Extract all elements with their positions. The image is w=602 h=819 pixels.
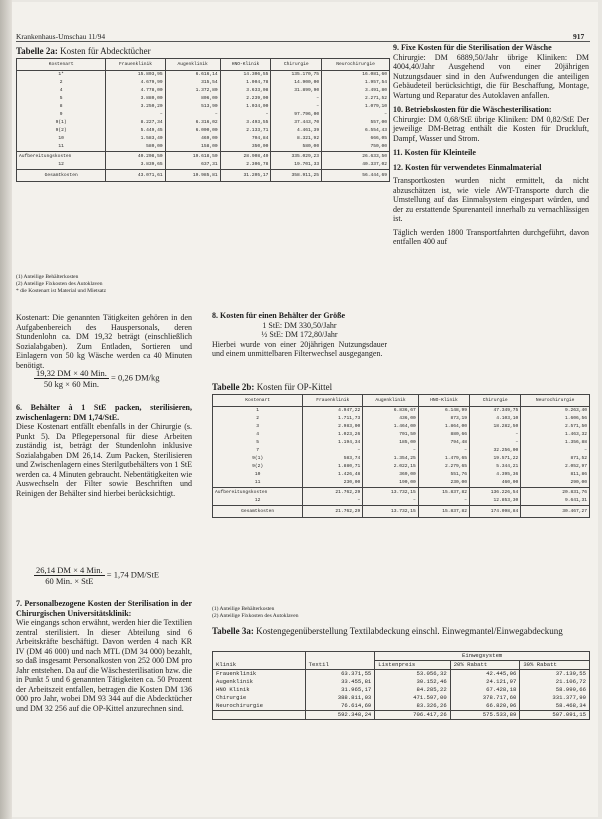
table-cell: 56.444,69 <box>322 170 390 182</box>
table-cell: 2.983,00 <box>303 423 363 431</box>
table-row <box>213 678 590 686</box>
table-cell: 1 <box>256 408 260 413</box>
paragraph-kostenart-5: Kostenart: Die genannten Tätigkeiten gehören in den Aufgabenbereich des Hauspersonals, deren Stundenlohn ca. DM 19,32 beträgt (einschließlich Sozialabgaben). Zum Entladen, Sortieren und Einlagern von 50 kg Wäsche werden ca 40 Minuten benötigt. <box>16 313 192 370</box>
table-cell: 21.762,29 <box>303 488 363 498</box>
table-cell: 31.205,17 <box>220 170 271 182</box>
table-cell: 513,90 <box>165 103 220 111</box>
table-cell: 1.004,78 <box>220 79 271 87</box>
table-row <box>213 439 590 447</box>
formula-dm-per-kg <box>34 368 160 389</box>
table-cell: 4.947,22 <box>303 407 363 416</box>
table-2b-footnotes <box>212 606 298 620</box>
table-cell: 873,19 <box>418 415 469 423</box>
footnote: (1) Anteilige Behälterkosten <box>212 606 275 612</box>
table-cell: 5 <box>59 96 63 101</box>
footnote: (1) Anteilige Behälterkosten <box>16 274 79 280</box>
table-cell: – <box>106 111 165 119</box>
table-cell: 66.820,96 <box>450 702 520 711</box>
table-cell: 2.133,71 <box>220 127 271 135</box>
table-row <box>17 135 390 143</box>
table-cell: 1.356,88 <box>521 439 590 447</box>
table-row <box>213 463 590 471</box>
header-rule <box>16 41 590 42</box>
table-cell: 2.239,00 <box>220 95 271 103</box>
table-cell: 158,00 <box>165 143 220 152</box>
table-cell: 583,74 <box>303 455 363 463</box>
table-cell: 33.455,81 <box>305 678 375 686</box>
table-cell: 1.372,80 <box>165 87 220 95</box>
table-cell: 6.000,00 <box>165 127 220 135</box>
table-cell: 43.071,61 <box>106 170 165 182</box>
table-cell: 15.837,82 <box>418 506 469 518</box>
section-6 <box>16 398 192 498</box>
table-cell: 4.103,10 <box>470 415 521 423</box>
table-cell: 3.491,80 <box>322 87 390 95</box>
heading-section-8: 8. Kosten für einen Behälter der Größe <box>212 311 346 320</box>
table-row <box>213 694 590 702</box>
table-row <box>213 431 590 439</box>
section-7 <box>16 594 192 713</box>
table-2b-caption-text: Kosten für OP-Kittel <box>256 382 333 392</box>
table-cell: 4.395,36 <box>470 471 521 479</box>
table-cell: 9 <box>59 112 63 117</box>
table-cell: 6.554,43 <box>322 127 390 135</box>
line-8-1ste: 1 StE: DM 330,50/Jahr <box>262 320 337 330</box>
table-cell: 335.029,23 <box>271 152 322 162</box>
table-row <box>213 415 590 423</box>
table-row <box>17 95 390 103</box>
table-header-cell: Kostenart <box>213 395 303 407</box>
table-row <box>213 455 590 463</box>
table-cell: 315,54 <box>165 79 220 87</box>
table-cell: – <box>363 497 419 506</box>
table-header-cell: HNO-Klinik <box>418 395 469 407</box>
section-8 <box>212 306 387 359</box>
table-header-row <box>213 395 590 407</box>
table-cell: 230,00 <box>418 479 469 488</box>
heading-section-12: 12. Kosten für verwendetes Einmalmaterial <box>393 162 542 172</box>
left-column-text <box>16 313 192 370</box>
table-cell: 2.571,50 <box>521 423 590 431</box>
table-row <box>17 161 390 170</box>
heading-section-9: 9. Fixe Kosten für die Sterilisation der Wäsche <box>393 43 552 52</box>
table-cell: 21.106,72 <box>520 678 590 686</box>
table-cell: 2.279,65 <box>418 463 469 471</box>
table-cell: – <box>303 447 363 455</box>
table-header-cell: Chirurgie <box>271 59 322 71</box>
table-cell: 14.306,55 <box>220 71 271 80</box>
table-cell: – <box>271 103 322 111</box>
paragraph-section-6: Diese Kostenart entfällt ebenfalls in der Chirurgie (s. Punkt 5). Da Pflegepersonal für diese Arbeiten zuständig ist, beträgt der Stundenlohn inklusive Sozialabgaben DM 26,14. Zum Packen, Sterilisieren und Zwischenlagern eines Sterilgutbehälters von 1 StE werden ca. 4 Minuten gebraucht. Nebentätigkeiten wie Auswechseln der Filter sowie Beschriften und Reinigen der Behälter sind hierbei berücksichtigt. <box>16 422 192 498</box>
table-cell: 290,00 <box>521 479 590 488</box>
table-3 <box>212 651 590 720</box>
right-column-text <box>393 43 589 247</box>
total-label: Gesamtkosten <box>213 506 303 518</box>
table-row <box>17 79 390 87</box>
table-cell: 3 <box>256 424 260 429</box>
table-cell: 507.091,15 <box>520 711 590 720</box>
formula-result: = 1,74 DM/StE <box>106 569 160 580</box>
table-cell: 40.208,50 <box>106 152 165 162</box>
table-row <box>17 71 390 80</box>
table-cell: Chirurgie <box>216 694 247 701</box>
table-cell: 9(1) <box>252 456 264 461</box>
table-cell: – <box>303 497 363 506</box>
total-row <box>213 711 590 720</box>
table-header-cell: Listenpreis <box>375 661 450 670</box>
table-cell: 4 <box>256 432 260 437</box>
table-cell: 97.796,00 <box>271 111 322 119</box>
table-cell: 369,00 <box>363 471 419 479</box>
table-cell: 4 <box>59 88 63 93</box>
table-cell: 21.762,29 <box>303 506 363 518</box>
table-cell: 551,76 <box>418 471 469 479</box>
table-header-row <box>17 59 390 71</box>
table-header-row <box>213 661 590 670</box>
table-cell: 15.837,82 <box>418 488 469 498</box>
table-cell: 8.321,92 <box>271 135 322 143</box>
line-8-halfste: ½ StE: DM 172,80/Jahr <box>261 330 338 339</box>
table-cell: – <box>363 447 419 455</box>
table-cell: 190,00 <box>363 479 419 488</box>
table-cell: 580,00 <box>106 143 165 152</box>
heading-section-11: 11. Kosten für Kleinteile <box>393 148 476 157</box>
table-header-cell: Augenklinik <box>363 395 419 407</box>
page-number: 917 <box>573 32 585 41</box>
table-cell <box>213 711 306 720</box>
table-cell: 10 <box>58 136 64 141</box>
table-cell: 3.839,65 <box>106 161 165 170</box>
table-cell: – <box>470 439 521 447</box>
table-row <box>213 497 590 506</box>
table-row <box>213 407 590 416</box>
table-cell: 31.899,90 <box>271 87 322 95</box>
table-cell: 16.081,60 <box>322 71 390 80</box>
table-cell: 2 <box>256 416 260 421</box>
footnote: (2) Anteilige Fixkosten des Autoklaven <box>16 281 103 287</box>
table-cell: 1.711,73 <box>303 415 363 423</box>
table-cell: 185,00 <box>363 439 419 447</box>
table-header-cell: Neurochirurgie <box>322 59 390 71</box>
table-cell: – <box>470 431 521 439</box>
table-cell: 13.732,15 <box>363 506 419 518</box>
table-cell: 706.417,26 <box>375 711 450 720</box>
table-cell: 2.271,52 <box>322 95 390 103</box>
table-cell: 637,31 <box>165 161 220 170</box>
table-header-cell: Textil <box>305 661 375 670</box>
table-3-caption <box>212 626 590 636</box>
table-row <box>17 103 390 111</box>
table-cell: 8 <box>59 104 63 109</box>
table-header-cell: Klinik <box>213 661 306 670</box>
table-2a-caption <box>16 46 151 56</box>
table-cell: 58.468,34 <box>520 702 590 711</box>
footnote: * die Kostenart ist Material und Mietsatz <box>16 288 107 294</box>
table-cell: 2 <box>59 80 63 85</box>
table-cell: – <box>521 447 590 455</box>
table-cell: 1.606,56 <box>521 415 590 423</box>
table-cell: – <box>220 111 271 119</box>
table-header-cell <box>305 652 375 661</box>
table-cell: 4.461,39 <box>271 127 322 135</box>
table-cell: 31.965,17 <box>305 686 375 694</box>
table-cell: 806,00 <box>165 95 220 103</box>
table-cell: 84.285,22 <box>375 686 450 694</box>
table-cell: HNO Klinik <box>216 686 250 693</box>
table-cell: 12.853,30 <box>470 497 521 506</box>
table-cell: 9(2) <box>55 128 67 133</box>
table-cell: 1.034,00 <box>220 103 271 111</box>
table-row <box>213 670 590 679</box>
table-row <box>213 686 590 694</box>
table-cell: 436,00 <box>363 415 419 423</box>
table-cell: 15.803,95 <box>106 71 165 80</box>
table-cell: – <box>322 111 390 119</box>
formula-denominator: 60 Min. × StE <box>45 576 94 586</box>
table-cell: 11 <box>254 480 261 485</box>
table-cell: 174.098,84 <box>470 506 521 518</box>
table-cell: 135.170,75 <box>271 71 322 80</box>
table-cell: 3.880,00 <box>106 95 165 103</box>
table-cell: 1.426,48 <box>303 471 363 479</box>
table-cell: 701,50 <box>363 431 419 439</box>
table-cell: 1.583,40 <box>106 135 165 143</box>
table-cell: 1.957,54 <box>322 79 390 87</box>
table-cell: 1.354,25 <box>363 455 419 463</box>
table-cell: 331.377,90 <box>520 694 590 702</box>
group-header-einweg: Einwegsystem <box>375 652 590 661</box>
table-cell: 42.445,06 <box>450 670 520 679</box>
table-cell: 4.679,99 <box>106 79 165 87</box>
table-cell: 24.121,97 <box>450 678 520 686</box>
table-cell: 5.344,21 <box>470 463 521 471</box>
table-cell: 136.226,54 <box>470 488 521 498</box>
table-2a <box>16 58 390 182</box>
table-cell: 378.717,60 <box>450 694 520 702</box>
table-cell: 30.467,27 <box>521 506 590 518</box>
table-cell: 2.052,97 <box>521 463 590 471</box>
table-cell: 358.911,25 <box>271 170 322 182</box>
table-cell: – <box>271 95 322 103</box>
table-cell: 1.023,26 <box>303 431 363 439</box>
table-cell: 37.139,55 <box>520 670 590 679</box>
table-cell: 58.999,66 <box>520 686 590 694</box>
table-cell: – <box>418 497 469 506</box>
formula-denominator: 50 kg × 60 Min. <box>43 379 99 389</box>
table-group-header-row <box>213 652 590 661</box>
table-cell: 575.533,89 <box>450 711 520 720</box>
table-cell: 469,00 <box>165 135 220 143</box>
table-cell: 1.079,10 <box>322 103 390 111</box>
heading-section-6: 6. Behälter à 1 StE packen, sterilisieren, zwischenlagern: DM 1,74/StE. <box>16 403 192 422</box>
table-cell: 63.371,55 <box>305 670 375 679</box>
table-cell: 1.463,32 <box>521 431 590 439</box>
table-cell: 811,86 <box>521 471 590 479</box>
table-cell: 14.900,00 <box>271 79 322 87</box>
table-cell: 20.831,76 <box>521 488 590 498</box>
table-row <box>17 127 390 135</box>
table-cell: 460,00 <box>470 479 521 488</box>
total-row <box>17 170 390 182</box>
table-cell: 2.022,15 <box>363 463 419 471</box>
table-cell: 592.348,24 <box>305 711 375 720</box>
table-cell: 26.633,50 <box>322 152 390 162</box>
table-cell: 3.633,08 <box>220 87 271 95</box>
table-2a-caption-label: Tabelle 2a: <box>16 46 58 56</box>
table-header-cell: Frauenklinik <box>303 395 363 407</box>
table-cell: 666,05 <box>322 135 390 143</box>
table-2b-caption-label: Tabelle 2b: <box>212 382 255 392</box>
table-2a-footnotes <box>16 274 106 295</box>
paragraph-section-8: Hierbei wurde von einer 20jährigen Nutzungsdauer und einem unmittelbaren Filterwechsel ausgegangen. <box>212 339 387 358</box>
table-cell: 9(1) <box>55 120 67 125</box>
formula-fraction <box>34 368 109 389</box>
table-cell: Neurochirurgie <box>216 702 263 709</box>
table-cell: 10 <box>254 472 261 477</box>
table-row <box>213 471 590 479</box>
table-cell: – <box>418 447 469 455</box>
total-label: Gesamtkosten <box>17 170 106 182</box>
formula-dm-per-ste <box>34 565 159 586</box>
table-header-cell: Neurochirurgie <box>521 395 590 407</box>
table-cell: Frauenklinik <box>216 670 257 677</box>
table-row <box>213 479 590 488</box>
table-header-cell: Augenklinik <box>165 59 220 71</box>
table-cell: 19.701,33 <box>271 161 322 170</box>
table-row <box>213 423 590 431</box>
running-header-journal: Krankenhaus-Umschau 11/94 <box>16 32 106 41</box>
table-header-cell: Kostenart <box>17 59 106 71</box>
table-cell: 9.263,40 <box>521 407 590 416</box>
table-cell: 12 <box>58 162 64 167</box>
table-header-cell: 20% Rabatt <box>450 661 520 670</box>
formula-fraction <box>34 565 105 586</box>
table-cell: 1.479,65 <box>418 455 469 463</box>
table-row <box>17 119 390 127</box>
table-cell: 12 <box>254 498 261 503</box>
table-cell: 4.778,00 <box>106 87 165 95</box>
formula-numerator: 19,32 DM × 40 Min. <box>36 368 107 378</box>
paragraph-section-12b: Täglich werden 1800 Transportfahrten durchgeführt, davon entfallen 400 auf <box>393 227 589 246</box>
table-cell: 19.571,22 <box>470 455 521 463</box>
table-cell: 53.056,32 <box>375 670 450 679</box>
table-cell: 388.811,03 <box>305 694 375 702</box>
table-cell: 750,00 <box>322 143 390 152</box>
table-2a-caption-text: Kosten für Abdecktücher <box>60 46 151 56</box>
table-3-caption-label: Tabelle 3a: <box>212 626 254 636</box>
table-cell: Augenklinik <box>216 678 253 685</box>
sum-row <box>213 488 590 498</box>
table-header-cell: HNO-Klinik <box>220 59 271 71</box>
table-cell: 704,84 <box>220 135 271 143</box>
table-cell: 1.880,71 <box>303 463 363 471</box>
table-header-cell <box>213 652 306 661</box>
table-cell: 30.152,46 <box>375 678 450 686</box>
paragraph-section-7: Wie eingangs schon erwähnt, werden hier die Textilien zentral sterilisiert. In dieser Abteilung sind 6 Arbeitskräfte beschäftigt. Davon werden 4 nach KR IV (DM 46 000) und nach MTL (DM 34 000) bezahlt, so daß insgesamt Personalkosten von 252 000 DM pro Jahr entstehen. Da auf die Wäschesterilisation bzw. die in Punkt 5 und 6 genannten Tätigkeiten ca. 50 Prozent der Arbeitszeit entfallen, betragen die Kosten DM 136 000 pro Jahr, wobei DM 93 344 auf die Abdecktücher und DM 32 256 auf die OP-Kittel anzurechnen sind. <box>16 618 192 713</box>
table-cell: 1.864,00 <box>418 423 469 431</box>
table-2b-caption <box>212 382 332 392</box>
page-gutter <box>0 0 12 819</box>
table-cell: 557,00 <box>322 119 390 127</box>
footnote: (2) Anteilige Fixkosten des Autoklaven <box>212 613 299 619</box>
table-cell: 83.326,26 <box>375 702 450 711</box>
table-cell: 8.227,34 <box>106 119 165 127</box>
formula-numerator: 26,14 DM × 4 Min. <box>36 565 103 575</box>
table-cell: 471.597,00 <box>375 694 450 702</box>
table-2b <box>212 394 590 518</box>
table-3-caption-text: Kostengegenüberstellung Textilabdeckung einschl. Einwegmantel/Einwegabdeckung <box>256 626 563 636</box>
table-cell: 580,00 <box>271 143 322 152</box>
paragraph-section-12: Transportkosten wurden nicht ermittelt, da nicht abzuschätzen ist, wie viele AWT-Transporte durch die Umstellung auf das Einmalsystem eingespart würden, und der zu erstattende Spurenanteil innerhalb zu vernachlässigen ist. <box>393 176 589 223</box>
table-cell: 32.256,00 <box>470 447 521 455</box>
table-row <box>17 111 390 119</box>
table-cell: 5 <box>256 440 260 445</box>
table-row <box>17 87 390 95</box>
table-cell: 28.908,40 <box>220 152 271 162</box>
table-cell: 76.614,69 <box>305 702 375 711</box>
table-header-cell: Frauenklinik <box>106 59 165 71</box>
table-cell: 40.337,02 <box>322 161 390 170</box>
table-cell: 350,00 <box>220 143 271 152</box>
table-cell: 9.641,31 <box>521 497 590 506</box>
table-cell: 19.618,50 <box>165 152 220 162</box>
sum-label: Aufbereitungskosten <box>17 152 106 162</box>
table-cell: 2.306,78 <box>220 161 271 170</box>
table-cell: 7 <box>256 448 260 453</box>
table-cell: 9(2) <box>252 464 264 469</box>
formula-result: = 0,26 DM/kg <box>111 372 160 383</box>
table-header-cell: 30% Rabatt <box>520 661 590 670</box>
table-cell: 1.464,00 <box>363 423 419 431</box>
table-row <box>213 702 590 711</box>
heading-section-10: 10. Betriebskosten für die Wäschesterilisation: <box>393 105 552 114</box>
table-cell: 18.282,50 <box>470 423 521 431</box>
table-cell: 1.194,34 <box>303 439 363 447</box>
sum-row <box>17 152 390 162</box>
table-cell: 67.428,18 <box>450 686 520 694</box>
table-cell: 871,52 <box>521 455 590 463</box>
table-cell: 880,66 <box>418 431 469 439</box>
sum-label: Aufbereitungskosten <box>213 488 303 498</box>
table-cell: 3.250,20 <box>106 103 165 111</box>
table-cell: 1* <box>58 72 64 77</box>
table-cell: 11 <box>58 144 64 149</box>
table-cell: 794,48 <box>418 439 469 447</box>
table-cell: – <box>165 111 220 119</box>
paragraph-section-10: Chirurgie: DM 0,68/StE übrige Kliniken: DM 0,82/StE Der jeweilige DM-Betrag enthält die Kosten für Druckluft, Dampf, Wasser und Strom. <box>393 114 589 143</box>
total-row <box>213 506 590 518</box>
table-cell: 13.732,15 <box>363 488 419 498</box>
table-row <box>213 447 590 455</box>
table-cell: 3.493,55 <box>220 119 271 127</box>
table-cell: 6.316,02 <box>165 119 220 127</box>
table-cell: 47.349,75 <box>470 407 521 416</box>
table-cell: 19.985,81 <box>165 170 220 182</box>
paragraph-section-9: Chirurgie: DM 6889,50/Jahr übrige Kliniken: DM 4004,40/Jahr Ausgehend von einer 20jährigen Nutzungsdauer sind in den Aufwendungen die anteiligen Gebäudeteil berücksichtigt, die für Beschaffung, Montage, Wartung und Reparatur des Autoklaven anfallen. <box>393 52 589 100</box>
table-cell: 5.449,45 <box>106 127 165 135</box>
table-cell: 37.443,70 <box>271 119 322 127</box>
table-cell: 6.836,67 <box>363 407 419 416</box>
table-cell: 6.148,99 <box>418 407 469 416</box>
table-cell: 230,00 <box>303 479 363 488</box>
table-header-cell: Chirurgie <box>470 395 521 407</box>
heading-section-7: 7. Personalbezogene Kosten der Sterilisation in der Chirurgischen Universitätsklinik: <box>16 599 192 618</box>
table-cell: 6.616,14 <box>165 71 220 80</box>
table-row <box>17 143 390 152</box>
